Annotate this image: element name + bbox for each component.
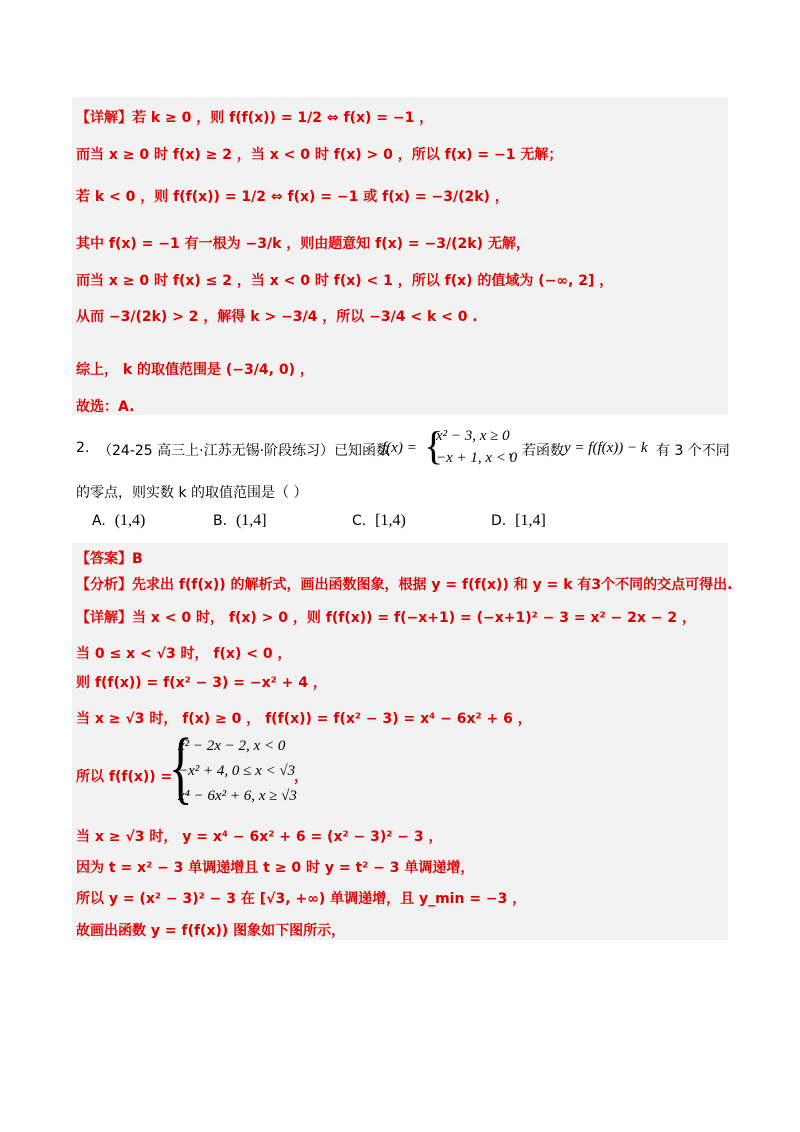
option-a[interactable]: A. (1,4) bbox=[92, 512, 146, 529]
question-fx: f(x) = bbox=[382, 440, 417, 456]
question-y-expression: y = f(f(x)) − k bbox=[564, 440, 648, 456]
detail1-line-6: 从而 −3/(2k) > 2 ，解得 k > −3/4 ，所以 −3/4 < k < 0 . bbox=[76, 309, 478, 325]
question-case-2: −x + 1, x < 0 bbox=[436, 450, 518, 466]
question-case-1: x² − 3, x ≥ 0 bbox=[436, 428, 510, 444]
detail2-line-5-suffix: ， bbox=[294, 769, 308, 785]
question-line-2: 的零点，则实数 k 的取值范围是（ ） bbox=[76, 485, 308, 501]
piecewise-case-2: −x² + 4, 0 ≤ x < √3 bbox=[178, 763, 296, 779]
detail1-line-4: 其中 f(x) = −1 有一根为 −3/k ，则由题意知 f(x) = −3/(2k) 无解， bbox=[76, 236, 530, 252]
detail2-line-7: 因为 t = x² − 3 单调递增且 t ≥ 0 时 y = t² − 3 单调递增， bbox=[76, 860, 475, 876]
piecewise-case-3: x⁴ − 6x² + 6, x ≥ √3 bbox=[178, 788, 297, 804]
answer-line: 【答案】B bbox=[76, 551, 143, 567]
piecewise-case-1: x² − 2x − 2, x < 0 bbox=[178, 738, 286, 754]
detail2-line-3: 则 f(f(x)) = f(x² − 3) = −x² + 4 ， bbox=[76, 675, 327, 691]
detail2-line-4: 当 x ≥ √3 时， f(x) ≥ 0 ， f(f(x)) = f(x² − 3) = x⁴ − 6x² + 6 ， bbox=[76, 711, 532, 727]
question-mid: ，若函数 bbox=[508, 443, 564, 459]
piecewise-brace: { bbox=[169, 721, 193, 812]
detail1-line-2: 而当 x ≥ 0 时 f(x) ≥ 2 ，当 x < 0 时 f(x) > 0 ，所以 f(x) = −1 无解； bbox=[76, 147, 563, 163]
option-d[interactable]: D. [1,4] bbox=[491, 512, 546, 529]
question-brace: { bbox=[424, 423, 444, 468]
detail2-line-8: 所以 y = (x² − 3)² − 3 在 [√3, +∞) 单调递增，且 y_min = −3 ， bbox=[76, 891, 527, 907]
detail1-line-5: 而当 x ≥ 0 时 f(x) ≤ 2 ，当 x < 0 时 f(x) < 1 ，所以 f(x) 的值域为 (−∞, 2] ， bbox=[76, 273, 614, 289]
detail1-line-8: 故选：A. bbox=[76, 399, 135, 415]
detail2-line-5-prefix: 所以 f(f(x)) = bbox=[76, 769, 173, 785]
detail2-line-9: 故画出函数 y = f(f(x)) 图象如下图所示， bbox=[76, 923, 346, 939]
detail2-line-1: 【详解】当 x < 0 时， f(x) > 0 ，则 f(f(x)) = f(−x+1) = (−x+1)² − 3 = x² − 2x − 2 ， bbox=[76, 610, 697, 626]
detail1-line-3: 若 k < 0 ，则 f(f(x)) = 1/2 ⇔ f(x) = −1 或 f(x) = −3/(2k) ， bbox=[76, 189, 509, 205]
detail2-line-6: 当 x ≥ √3 时， y = x⁴ − 6x² + 6 = (x² − 3)² − 3 ， bbox=[76, 829, 443, 845]
detail2-line-2: 当 0 ≤ x < √3 时， f(x) < 0 ， bbox=[76, 646, 292, 662]
question-number: 2. bbox=[76, 440, 90, 456]
detail1-line-1: 【详解】若 k ≥ 0 ，则 f(f(x)) = 1/2 ⇔ f(x) = −1 ， bbox=[76, 110, 434, 126]
analysis-line: 【分析】先求出 f(f(x)) 的解析式，画出函数图象，根据 y = f(f(x)) 和 y = k 有3个不同的交点可得出. bbox=[76, 577, 733, 593]
question-tail: 有 3 个不同 bbox=[656, 443, 730, 459]
detail1-line-7: 综上， k 的取值范围是 (−3/4, 0) ， bbox=[76, 362, 314, 378]
option-b[interactable]: B. (1,4] bbox=[213, 512, 267, 529]
question-source: （24-25 高三上·江苏无锡·阶段练习）已知函数 bbox=[98, 443, 391, 459]
option-c[interactable]: C. [1,4) bbox=[352, 512, 406, 529]
